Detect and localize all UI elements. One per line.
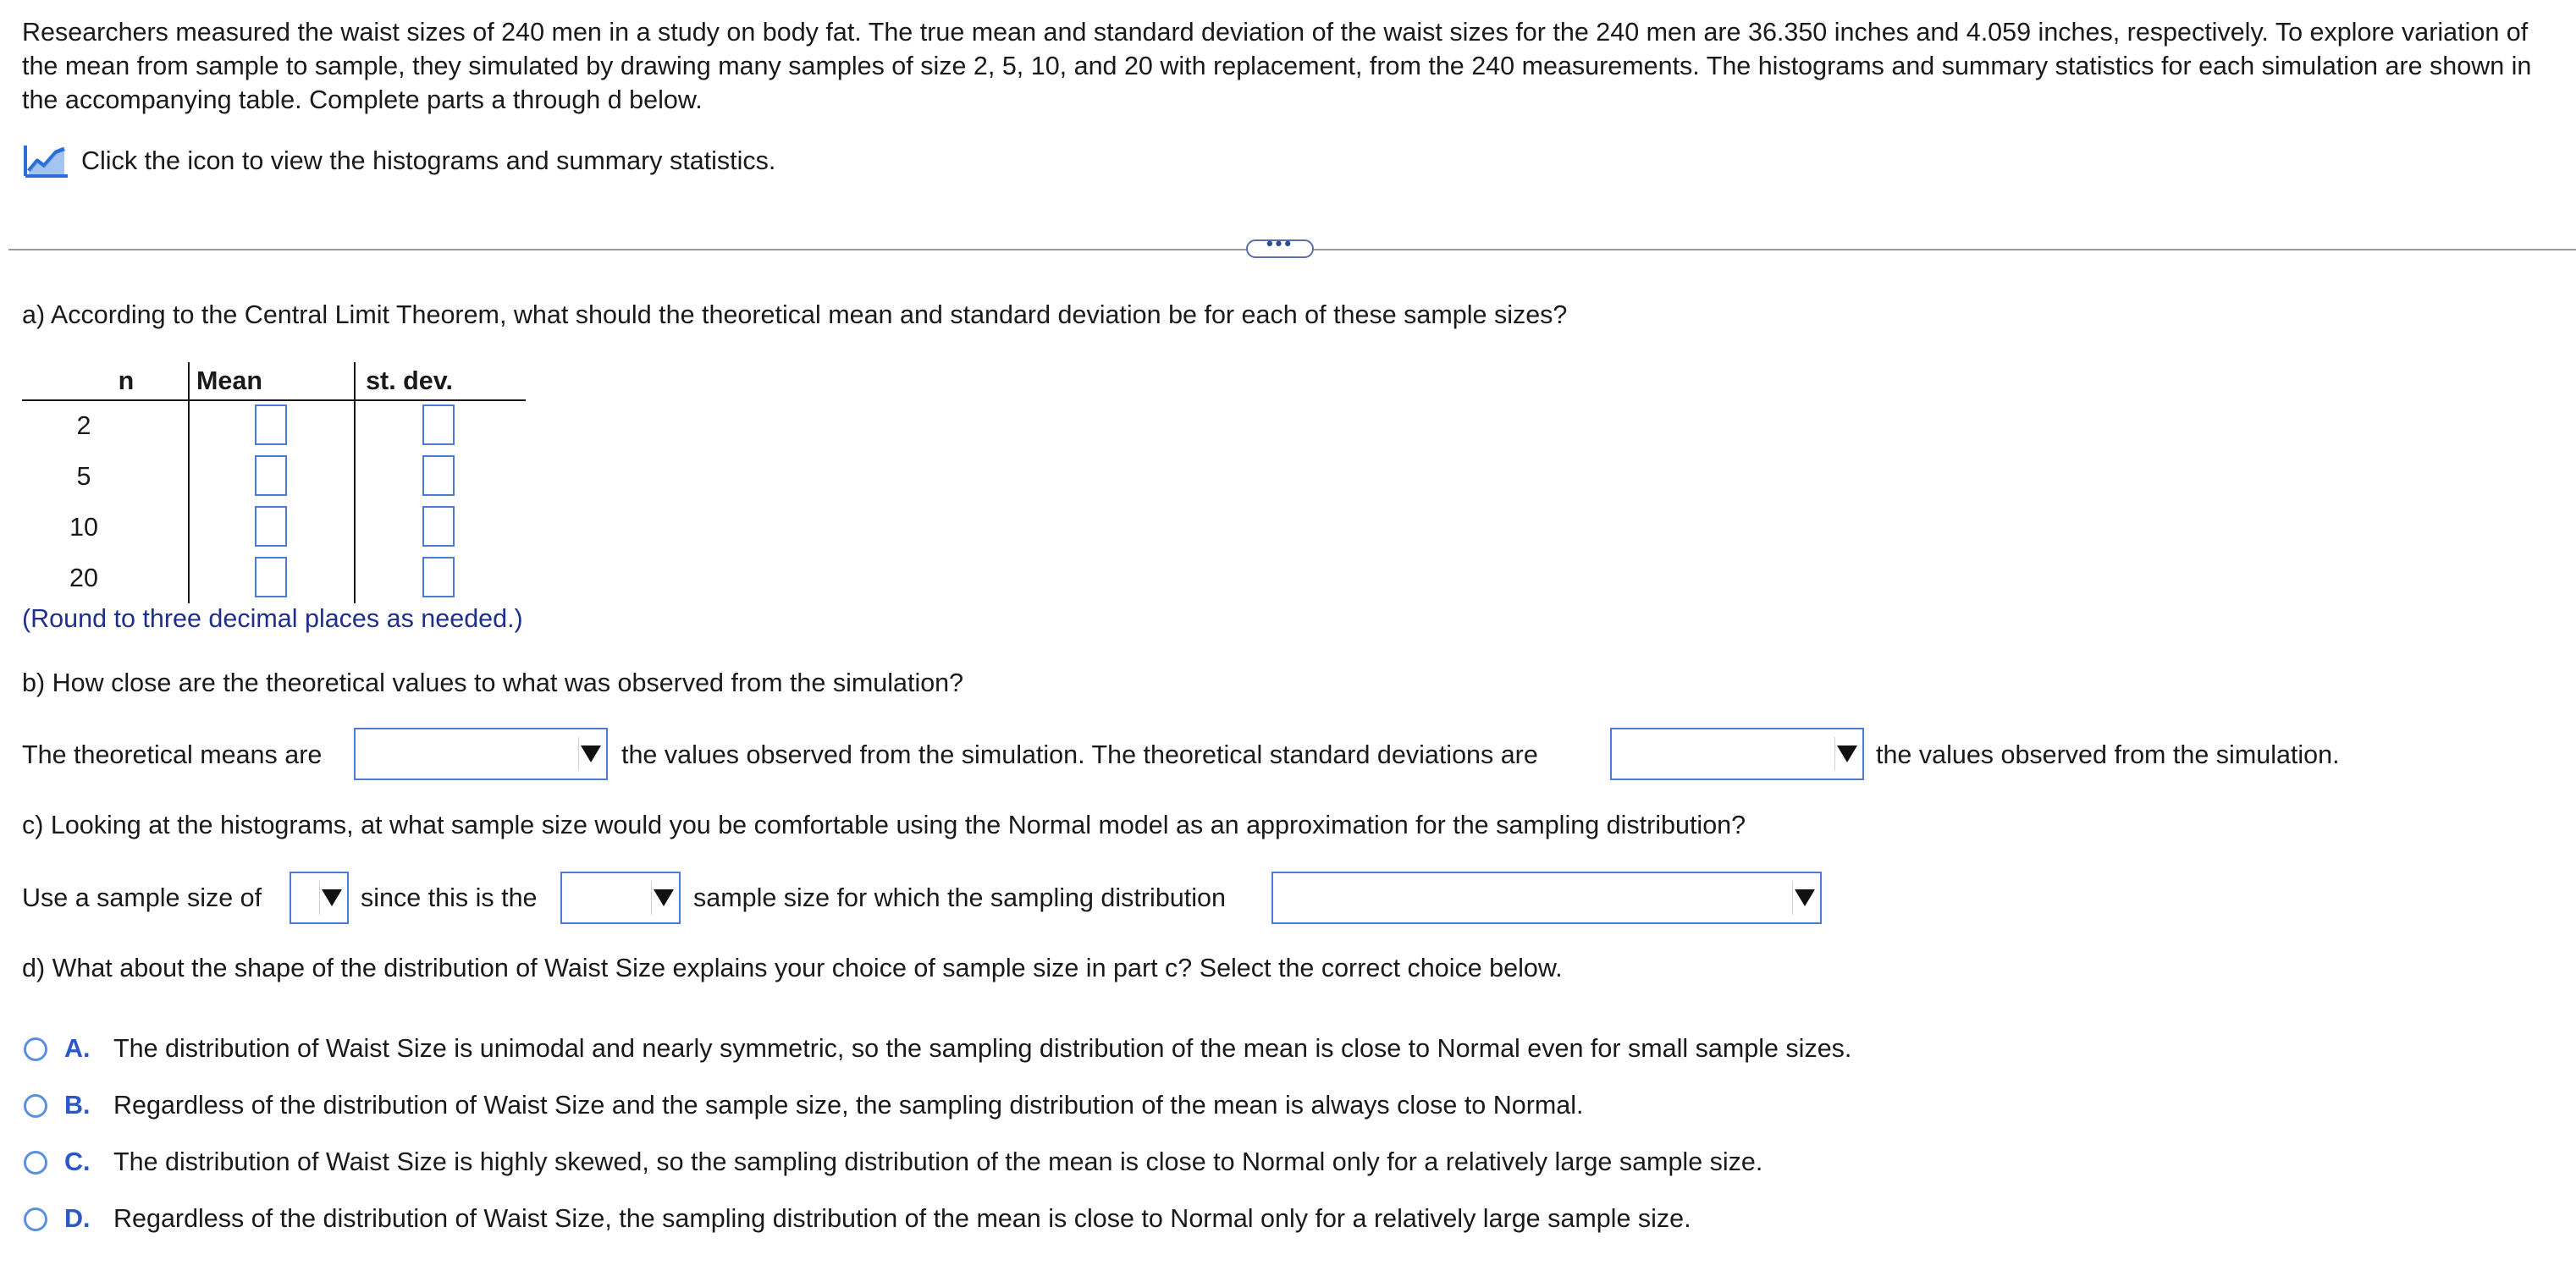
part-b-text-3: the values observed from the simulation. [1876, 740, 2340, 769]
choice-letter: C. [64, 1147, 91, 1176]
chevron-down-icon[interactable] [319, 881, 344, 915]
table-row-n: 10 [69, 513, 98, 542]
choice-letter: A. [64, 1034, 91, 1063]
choice-letter: D. [64, 1204, 91, 1233]
header-mean: Mean [196, 366, 262, 395]
rounding-note: (Round to three decimal places as needed.) [22, 604, 523, 633]
mean-input-n10[interactable] [255, 506, 287, 547]
expand-button[interactable]: ••• [1246, 239, 1314, 258]
choice-text[interactable]: The distribution of Waist Size is highly skewed, so the sampling distribution of the mean is close to Normal only for a relatively large sample size. [113, 1147, 1763, 1176]
chevron-down-icon[interactable] [578, 737, 603, 771]
table-row-n: 20 [69, 564, 98, 592]
table-header-line [22, 399, 526, 401]
choice-c[interactable] [24, 1147, 1762, 1177]
radio-button[interactable] [24, 1094, 47, 1118]
choice-a[interactable] [24, 1034, 1851, 1064]
mean-input-n5[interactable] [255, 455, 287, 496]
table-divider [188, 362, 190, 603]
radio-button[interactable] [24, 1037, 47, 1061]
means-comparison-dropdown[interactable] [354, 728, 608, 780]
stdev-comparison-dropdown[interactable] [1610, 728, 1864, 780]
size-descriptor-dropdown[interactable] [560, 872, 681, 924]
choice-text[interactable]: The distribution of Waist Size is unimodal and nearly symmetric, so the sampling distribution of the mean is close to Normal even for small sample sizes. [113, 1034, 1852, 1063]
table-divider [354, 362, 356, 603]
chevron-down-icon[interactable] [651, 881, 676, 915]
chevron-down-icon[interactable] [1834, 737, 1859, 771]
table-row-n: 2 [76, 411, 91, 440]
stdev-input-n10[interactable] [422, 506, 455, 547]
choice-text[interactable]: Regardless of the distribution of Waist Size, the sampling distribution of the mean is close to Normal only for a relatively large sample size. [113, 1204, 1691, 1233]
stdev-input-n20[interactable] [422, 557, 455, 597]
part-c-text-2: since this is the [361, 883, 538, 912]
stdev-input-n2[interactable] [422, 404, 455, 445]
part-b-text-2: the values observed from the simulation. The theoretical standard deviations are [621, 740, 1538, 769]
answer-table [22, 362, 526, 603]
choice-letter: B. [64, 1091, 91, 1120]
radio-button[interactable] [24, 1151, 47, 1175]
part-c-text-3: sample size for which the sampling distribution [693, 883, 1226, 912]
mean-input-n20[interactable] [255, 557, 287, 597]
part-c-text-1: Use a sample size of [22, 883, 262, 912]
mean-input-n2[interactable] [255, 404, 287, 445]
header-stdev: st. dev. [366, 366, 453, 395]
part-b-text-1: The theoretical means are [22, 740, 323, 769]
distribution-shape-dropdown[interactable] [1271, 872, 1822, 924]
stdev-input-n5[interactable] [422, 455, 455, 496]
part-b-question: b) How close are the theoretical values to what was observed from the simulation? [22, 669, 964, 697]
choice-b[interactable] [24, 1091, 1584, 1120]
part-c-question: c) Looking at the histograms, at what sample size would you be comfortable using the Normal model as an approximation for the sampling distribution? [22, 811, 1746, 839]
radio-button[interactable] [24, 1208, 47, 1231]
sample-size-dropdown[interactable] [290, 872, 349, 924]
part-a-question: a) According to the Central Limit Theorem, what should the theoretical mean and standard deviation be for each of these sample sizes? [22, 300, 1568, 329]
view-data-link[interactable] [22, 142, 775, 179]
choice-text[interactable]: Regardless of the distribution of Waist Size and the sample size, the sampling distribution of the mean is always close to Normal. [113, 1091, 1584, 1120]
view-data-label[interactable]: Click the icon to view the histograms and summary statistics. [81, 146, 776, 175]
problem-statement: Researchers measured the waist sizes of 240 men in a study on body fat. The true mean and standard deviation of the waist sizes for the 240 men are 36.350 inches and 4.059 inches, respectively. To explore variation of the mean from sample to sample, they simulated by drawing many samples of size 2, 5, 10, and 20 with replacement, from the 240 measurements. The histograms and summary statistics for each simulation are shown in the accompanying table. Complete parts a through d below. [22, 18, 2532, 114]
chevron-down-icon[interactable] [1792, 881, 1817, 915]
header-n: n [118, 366, 135, 395]
choice-d[interactable] [24, 1204, 1691, 1234]
table-row-n: 5 [76, 462, 91, 491]
chart-icon[interactable] [22, 142, 69, 179]
part-d-question: d) What about the shape of the distribution of Waist Size explains your choice of sample size in part c? Select the correct choice below. [22, 954, 1563, 982]
